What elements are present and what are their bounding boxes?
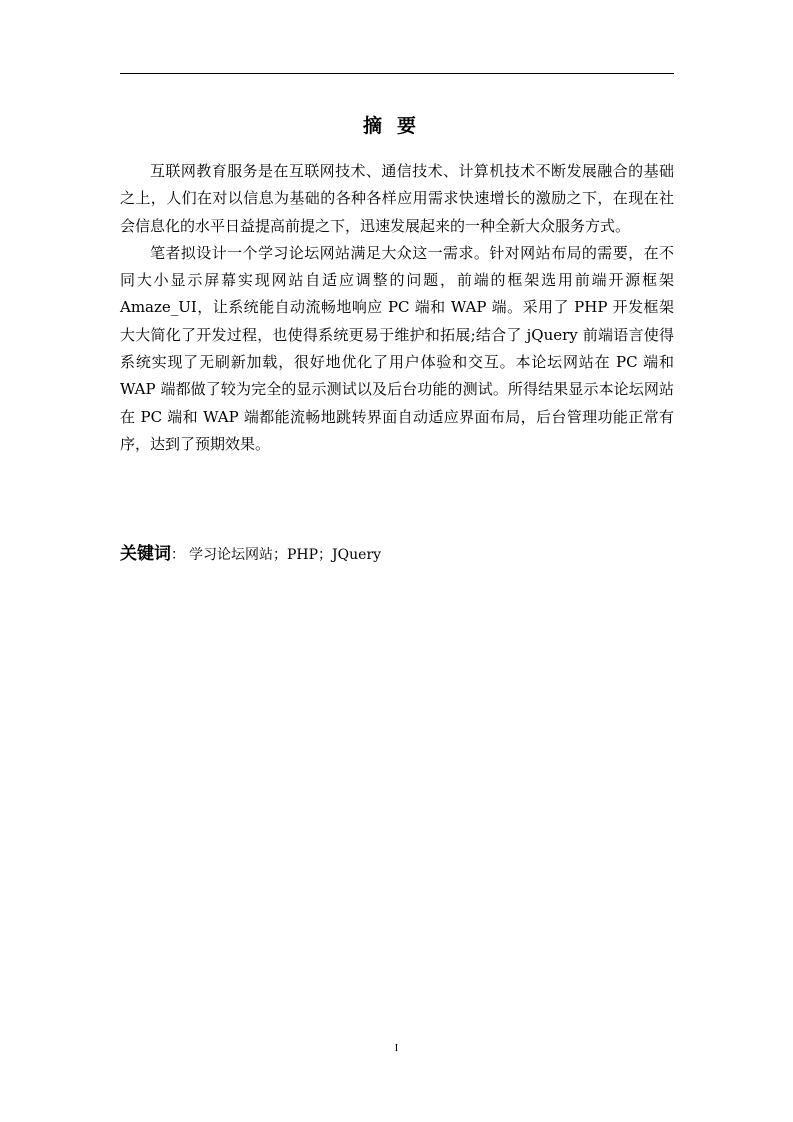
header-rule: [120, 73, 674, 74]
abstract-paragraph: 互联网教育服务是在互联网技术、通信技术、计算机技术不断发展融合的基础之上，人们在对以信息为基础的各种各样应用需求快速增长的激励之下，在现在社会信息化的水平日益提高前提之下，迅速发展起来的一种全新大众服务方式。: [120, 162, 674, 235]
abstract-paragraph: 笔者拟设计一个学习论坛网站满足大众这一需求。针对网站布局的需要，在不同大小显示屏幕实现网站自适应调整的问题，前端的框架选用前端开源框架Amaze_UI，让系统能自动流畅地响应 PC 端和 WAP 端。采用了 PHP 开发框架大大简化了开发过程，也使得系统更易于维护和拓展;结合了 jQuery 前端语言使得系统实现了无刷新加载，很好地优化了用户体验和交互。本论坛网站在 PC 端和 WAP 端都做了较为完全的显示测试以及后台功能的测试。所得结果显示本论坛网站在 PC 端和 WAP 端都能流畅地跳转界面自动适应界面布局，后台管理功能正常有序，达到了预期效果。: [120, 243, 674, 453]
abstract-body: [120, 158, 674, 458]
keywords-label: 关键词: [120, 544, 171, 564]
abstract-title: 摘要: [362, 115, 431, 137]
keywords-values: 学习论坛网站；PHP；JQuery: [189, 547, 382, 563]
keywords-line: [120, 540, 674, 569]
keywords-colon: ：: [171, 547, 185, 563]
page-number: I: [394, 1042, 399, 1054]
